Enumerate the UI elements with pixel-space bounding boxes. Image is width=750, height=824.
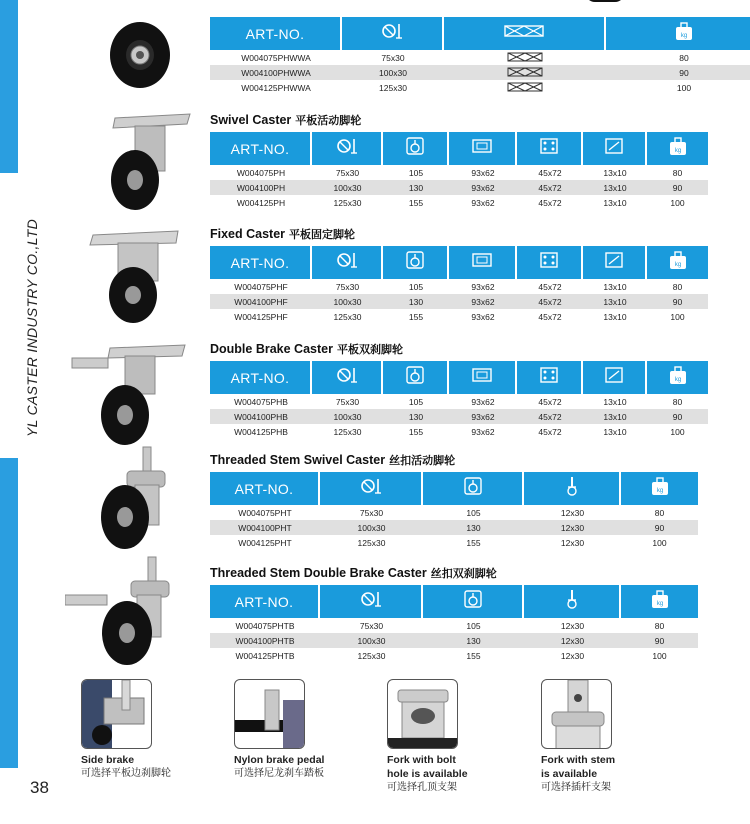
table-cell: 75x30 <box>335 396 360 407</box>
table-row <box>210 394 708 409</box>
header-weight-icon <box>647 361 708 394</box>
table-cell: W004125PH <box>236 197 286 208</box>
fixed-caster-image <box>88 225 188 325</box>
wheel-product-image <box>100 15 180 95</box>
header-weight-icon <box>621 472 698 505</box>
section-title-en: Threaded Stem Swivel Caster <box>210 453 386 467</box>
table-row <box>210 180 708 195</box>
spec-table-body <box>210 618 698 663</box>
spec-table-header <box>210 132 708 165</box>
table-cell: 100x30 <box>379 67 407 78</box>
section-title-en: Double Brake Caster <box>210 342 333 356</box>
table-cell: 80 <box>654 507 665 518</box>
table-cell: W004075PHT <box>238 507 292 518</box>
table-cell: 45x72 <box>538 182 562 193</box>
header-plate-icon <box>449 246 515 279</box>
table-cell: 75x30 <box>335 167 360 178</box>
option-side-brake: Side brake 可选择平板边刹脚轮 <box>81 679 231 781</box>
table-cell: 100x30 <box>357 635 386 646</box>
header-size-icon <box>312 132 381 165</box>
spec-table-body <box>210 505 698 550</box>
section-title-en: Threaded Stem Double Brake Caster <box>210 566 427 580</box>
table-row <box>210 279 708 294</box>
header-brake-icon <box>444 17 604 50</box>
left-accent-bar-top <box>0 0 18 173</box>
section-title <box>210 341 708 361</box>
table-cell: W004100PHWWA <box>241 67 311 78</box>
option-fork-with-stem: Fork with stem is available 可选择插杆支架 <box>541 679 691 795</box>
table-cell: 13x10 <box>603 197 627 208</box>
table-cell: 100x30 <box>333 411 362 422</box>
table-cell: 12x30 <box>560 650 585 661</box>
table-cell: 45x72 <box>538 411 562 422</box>
header-size-icon <box>342 17 442 50</box>
table-cell: 80 <box>654 620 665 631</box>
table-cell: 100 <box>676 82 692 93</box>
table-cell: 75x30 <box>359 507 384 518</box>
table-cell: 105 <box>466 507 481 518</box>
table-cell: W004075PHB <box>234 396 288 407</box>
table-cell: W004100PHTB <box>235 635 295 646</box>
section-title-cn: 平板固定脚轮 <box>289 229 356 241</box>
spec-table-body <box>210 165 708 210</box>
table-cell: 75x30 <box>335 281 360 292</box>
swivel-caster-section <box>210 112 708 210</box>
table-row <box>210 80 750 95</box>
table-cell: 100x30 <box>333 296 362 307</box>
table-cell: 80 <box>672 396 683 407</box>
table-cell: 93x62 <box>471 396 495 407</box>
header-stem-icon <box>524 472 619 505</box>
table-cell: 13x10 <box>603 167 627 178</box>
header-art-no: ART-NO. <box>210 361 310 394</box>
spec-table-header <box>210 361 708 394</box>
header-height-icon <box>383 361 447 394</box>
header-size-icon <box>312 246 381 279</box>
table-cell: 130 <box>408 182 424 193</box>
table-cell: 100 <box>652 537 667 548</box>
table-cell: 155 <box>408 197 424 208</box>
table-cell: 12x30 <box>560 537 585 548</box>
table-row <box>210 648 698 663</box>
table-cell: 105 <box>408 281 424 292</box>
header-weight-icon <box>606 17 750 50</box>
table-cell: 13x10 <box>603 281 627 292</box>
header-art-no: ART-NO. <box>210 246 310 279</box>
table-cell: W004100PHF <box>234 296 288 307</box>
header-size-icon <box>320 472 421 505</box>
table-cell: 12x30 <box>560 620 585 631</box>
table-cell: 125x30 <box>357 650 386 661</box>
threaded-stem-brake-section <box>210 565 698 663</box>
svg-text:kg: kg <box>656 601 663 607</box>
header-height-icon <box>383 132 447 165</box>
spec-table-header <box>210 246 708 279</box>
header-weight-icon <box>647 132 708 165</box>
company-name-vertical: YL CASTER INDUSTRY CO.,LTD <box>24 218 40 437</box>
table-cell: 75x30 <box>381 52 405 63</box>
svg-text:kg: kg <box>674 377 681 383</box>
fork-bolt-hole-thumbnail <box>387 679 458 749</box>
table-cell: 13x10 <box>603 411 627 422</box>
spec-table-header <box>210 472 698 505</box>
table-cell: 90 <box>672 296 683 307</box>
table-cell: W004100PHT <box>238 522 292 533</box>
table-cell: 45x72 <box>538 396 562 407</box>
header-height-icon <box>423 472 522 505</box>
section-title-en: Swivel Caster <box>210 113 292 127</box>
table-cell: 155 <box>408 311 424 322</box>
section-title <box>210 226 708 246</box>
table-cell: 100 <box>670 311 685 322</box>
wheel-spec-section <box>210 17 750 95</box>
table-cell: 105 <box>408 167 424 178</box>
table-cell: W004075PHWWA <box>241 52 311 63</box>
section-title-cn: 丝扣活动脚轮 <box>389 455 456 467</box>
table-cell: W004125PHF <box>234 311 288 322</box>
threaded-stem-caster-image <box>85 445 175 555</box>
header-art-no: ART-NO. <box>210 132 310 165</box>
table-cell: 13x10 <box>603 311 627 322</box>
header-art-no: ART-NO. <box>210 17 340 50</box>
table-cell: 100 <box>670 426 685 437</box>
table-cell: 45x72 <box>538 296 562 307</box>
section-title-cn: 平板双刹脚轮 <box>336 344 403 356</box>
svg-text:kg: kg <box>674 148 681 154</box>
table-cell: 93x62 <box>471 182 495 193</box>
fixed-caster-section <box>210 226 708 324</box>
swivel-caster-image <box>95 108 195 213</box>
table-cell: 13x10 <box>603 182 627 193</box>
table-cell: W004075PH <box>236 167 286 178</box>
threaded-stem-swivel-section <box>210 452 698 550</box>
table-row <box>210 409 708 424</box>
table-cell: 100x30 <box>357 522 386 533</box>
table-cell: W004125PHTB <box>235 650 295 661</box>
table-row <box>210 520 698 535</box>
brake-symbol <box>444 52 606 64</box>
header-weight-icon <box>647 246 708 279</box>
header-plate-icon <box>449 132 515 165</box>
section-title-en: Fixed Caster <box>210 227 286 241</box>
double-brake-caster-image <box>70 340 190 448</box>
table-cell: W004100PH <box>236 182 286 193</box>
table-cell: 90 <box>654 635 665 646</box>
spec-table-header <box>210 585 698 618</box>
table-cell: 13x10 <box>603 426 627 437</box>
option-fork-with-bolt-hole: Fork with bolt hole is available 可选择孔顶支架 <box>387 679 537 795</box>
svg-text:kg: kg <box>656 488 663 494</box>
header-plate-icon <box>449 361 515 394</box>
table-cell: 125x30 <box>333 197 362 208</box>
table-cell: 93x62 <box>471 426 495 437</box>
table-cell: 80 <box>679 52 689 63</box>
table-cell: 125x30 <box>333 311 362 322</box>
table-cell: 13x10 <box>603 296 627 307</box>
svg-text:kg: kg <box>674 262 681 268</box>
table-cell: 125x30 <box>333 426 362 437</box>
table-row <box>210 535 698 550</box>
table-cell: 100 <box>670 197 685 208</box>
header-hole-icon <box>583 246 645 279</box>
table-cell: 130 <box>466 635 481 646</box>
table-cell: 93x62 <box>471 311 495 322</box>
table-row <box>210 65 750 80</box>
header-art-no: ART-NO. <box>210 585 318 618</box>
table-cell: 100 <box>652 650 667 661</box>
option-nylon-brake-pedal: Nylon brake pedal 可选择尼龙刹车踏板 <box>234 679 384 781</box>
table-cell: 155 <box>408 426 424 437</box>
svg-text:kg: kg <box>680 33 688 39</box>
table-cell: 105 <box>408 396 424 407</box>
table-row <box>210 618 698 633</box>
brake-symbol <box>444 82 606 94</box>
table-cell: 125x30 <box>379 82 407 93</box>
table-cell: W004125PHWWA <box>241 82 311 93</box>
header-bolt-icon <box>517 246 581 279</box>
table-cell: 75x30 <box>359 620 384 631</box>
header-art-no: ART-NO. <box>210 472 318 505</box>
section-title <box>210 112 708 132</box>
header-size-icon <box>320 585 421 618</box>
brake-symbol <box>444 67 606 79</box>
table-cell: 130 <box>408 411 424 422</box>
nylon-brake-pedal-thumbnail <box>234 679 305 749</box>
table-row <box>210 505 698 520</box>
table-row <box>210 195 708 210</box>
table-cell: W004100PHB <box>234 411 288 422</box>
threaded-stem-brake-caster-image <box>65 555 180 670</box>
table-cell: 93x62 <box>471 167 495 178</box>
table-cell: 13x10 <box>603 396 627 407</box>
table-row <box>210 294 708 309</box>
header-weight-icon <box>621 585 698 618</box>
table-row <box>210 309 708 324</box>
section-title-cn: 平板活动脚轮 <box>295 115 362 127</box>
table-cell: 93x62 <box>471 197 495 208</box>
page-number: 38 <box>30 778 49 797</box>
cropped-wheel-edge <box>585 0 625 2</box>
table-cell: 90 <box>672 182 683 193</box>
section-title <box>210 565 698 585</box>
table-cell: 80 <box>672 281 683 292</box>
table-cell: 155 <box>466 650 481 661</box>
table-cell: 130 <box>466 522 481 533</box>
header-bolt-icon <box>517 132 581 165</box>
table-cell: 93x62 <box>471 296 495 307</box>
table-cell: W004075PHF <box>234 281 288 292</box>
section-title-cn: 丝扣双刹脚轮 <box>430 568 497 580</box>
header-height-icon <box>423 585 522 618</box>
spec-table-header <box>210 17 750 50</box>
table-cell: 12x30 <box>560 635 585 646</box>
table-cell: 90 <box>654 522 665 533</box>
section-title <box>210 452 698 472</box>
left-accent-bar-bottom <box>0 458 18 768</box>
side-brake-thumbnail <box>81 679 152 749</box>
spec-table-body <box>210 394 708 439</box>
table-cell: 45x72 <box>538 167 562 178</box>
table-cell: 93x62 <box>471 281 495 292</box>
table-cell: 80 <box>672 167 683 178</box>
table-cell: W004125PHT <box>238 537 292 548</box>
table-cell: 125x30 <box>357 537 386 548</box>
header-hole-icon <box>583 132 645 165</box>
table-cell: 45x72 <box>538 426 562 437</box>
header-hole-icon <box>583 361 645 394</box>
table-row <box>210 633 698 648</box>
table-cell: 130 <box>408 296 424 307</box>
fork-stem-thumbnail <box>541 679 612 749</box>
spec-table-body <box>210 279 708 324</box>
table-row <box>210 424 708 439</box>
header-height-icon <box>383 246 447 279</box>
table-cell: 100x30 <box>333 182 362 193</box>
header-size-icon <box>312 361 381 394</box>
header-bolt-icon <box>517 361 581 394</box>
double-brake-caster-section <box>210 341 708 439</box>
table-cell: 90 <box>672 411 683 422</box>
table-cell: W004125PHB <box>234 426 288 437</box>
table-cell: 155 <box>466 537 481 548</box>
table-cell: 12x30 <box>560 507 585 518</box>
table-cell: 105 <box>466 620 481 631</box>
spec-table-body <box>210 50 750 95</box>
header-stem-icon <box>524 585 619 618</box>
table-row <box>210 50 750 65</box>
table-cell: 45x72 <box>538 311 562 322</box>
table-cell: 45x72 <box>538 197 562 208</box>
table-cell: 12x30 <box>560 522 585 533</box>
table-cell: 93x62 <box>471 411 495 422</box>
table-cell: 45x72 <box>538 281 562 292</box>
table-cell: W004075PHTB <box>235 620 295 631</box>
table-cell: 90 <box>679 67 689 78</box>
table-row <box>210 165 708 180</box>
